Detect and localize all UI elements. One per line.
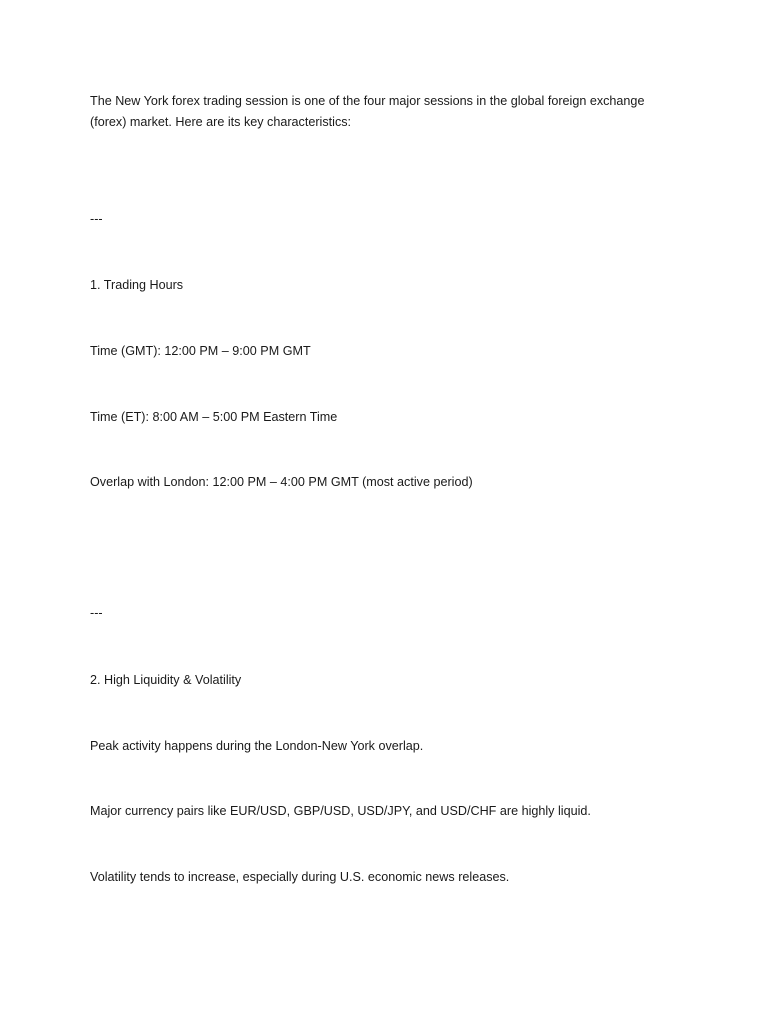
section-1-heading: 1. Trading Hours	[90, 278, 184, 292]
overlap-line: Overlap with London: 12:00 PM – 4:00 PM GMT (most active period)	[90, 475, 473, 489]
section-2-heading: 2. High Liquidity & Volatility	[90, 673, 242, 687]
separator-2: ---	[90, 606, 103, 620]
time-et-line: Time (ET): 8:00 AM – 5:00 PM Eastern Time	[90, 410, 338, 424]
separator-1: ---	[90, 212, 103, 226]
major-pairs-line: Major currency pairs like EUR/USD, GBP/USD, USD/JPY, and USD/CHF are highly liquid.	[90, 804, 591, 818]
time-gmt-line: Time (GMT): 12:00 PM – 9:00 PM GMT	[90, 344, 311, 358]
intro-paragraph: The New York forex trading session is one of the four major sessions in the global foreign exchange (forex) market. Here are its key characteristics:	[90, 94, 645, 129]
volatility-line: Volatility tends to increase, especially during U.S. economic news releases.	[90, 870, 510, 884]
peak-activity-line: Peak activity happens during the London-New York overlap.	[90, 739, 424, 753]
